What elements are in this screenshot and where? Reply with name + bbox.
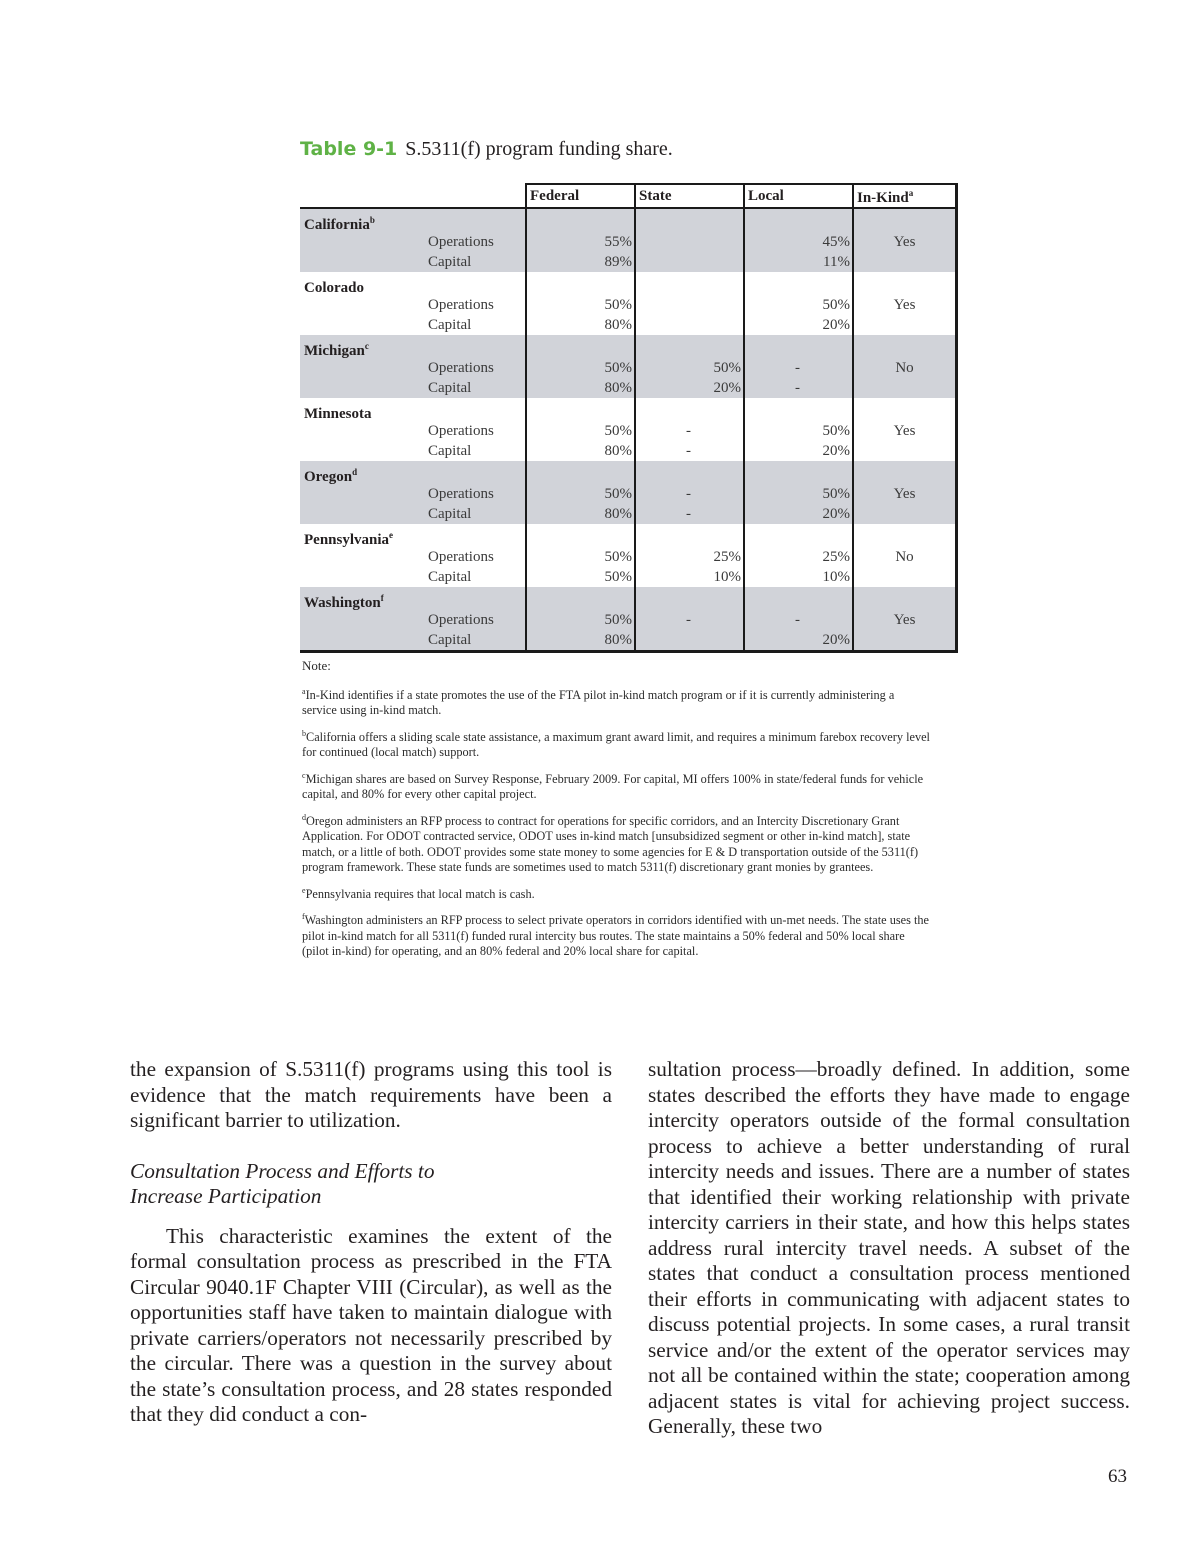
table-group-california [300, 209, 958, 272]
state-name: Pennsylvania$^e$ [304, 530, 394, 548]
header-local: Local [743, 183, 852, 207]
state-name: Washington$^f$ [304, 593, 384, 611]
table-notes [302, 658, 932, 967]
state-name: Minnesota [304, 406, 372, 422]
note-a: $^a$In-Kind identifies if a state promotes the use of the FTA pilot in-kind match program or if it is currently administering a service using in-kind match. [302, 686, 895, 717]
table-group-pennsylvania [300, 524, 958, 587]
table-row: Operations 50% - - Yes [300, 610, 958, 630]
table-row: Capital 80% 20% [300, 630, 958, 650]
table-group-michigan [300, 335, 958, 398]
table-header-row [300, 183, 958, 207]
notes-heading: Note: [302, 658, 331, 673]
table-row: Operations 50% 50% - No [300, 358, 958, 378]
state-name: Michigan$^c$ [304, 341, 369, 359]
header-inkind: In-Kind$^a$ [852, 183, 958, 207]
body-column-right [648, 1057, 1130, 1440]
table-row: Capital 80% - 20% [300, 504, 958, 524]
page-number: 63 [1108, 1466, 1127, 1487]
note-f: $^f$Washington administers an RFP process to select private operators in corridors identified with un-met needs. The state uses the pilot in-kind match for all 5311(f) funded rural intercity bus routes. The state maintains a 50% federal and 50% local share (pilot in-kind) for operating, and an 80% federal and 20% local share for capital. [302, 912, 929, 958]
body-paragraph: This characteristic examines the extent of the formal consultation process as prescribed in the FTA Circular 9040.1F Chapter VIII (Circular), as well as the opportunities staff have taken to maintain dialogue with private carriers/operators not necessarily prescribed by the circular. There was a question in the survey about the state’s consultation process, and 28 states responded that they did conduct a con- [130, 1223, 612, 1426]
section-heading: Consultation Process and Efforts to Increase Participation [130, 1158, 435, 1208]
table-group-washington [300, 587, 958, 650]
state-name: Oregon$^d$ [304, 467, 358, 485]
table-row: Operations 50% - 50% Yes [300, 484, 958, 504]
note-b: $^b$California offers a sliding scale state assistance, a maximum grant award limit, and requires a minimum farebox recovery level for continued (local match) support. [302, 728, 930, 759]
table-group-colorado [300, 272, 958, 335]
table-row: Capital 80% 20% [300, 315, 958, 335]
table-body [300, 207, 958, 653]
funding-share-table [300, 183, 958, 653]
table-group-oregon [300, 461, 958, 524]
table-row: Operations 50% - 50% Yes [300, 421, 958, 441]
body-paragraph: the expansion of S.5311(f) programs using this tool is evidence that the match requirements have been a significant barrier to utilization. [130, 1057, 612, 1132]
table-number: Table 9-1 [300, 138, 398, 160]
table-title: S.5311(f) program funding share. [405, 138, 673, 160]
note-e: $^e$Pennsylvania requires that local match is cash. [302, 885, 535, 901]
state-name: Colorado [304, 280, 364, 296]
header-state: State [634, 183, 743, 207]
table-row: Operations 50% 50% Yes [300, 295, 958, 315]
table-row: Capital 80% 20% - [300, 378, 958, 398]
note-d: $^d$Oregon administers an RFP process to contract for operations for specific corridors, and an Intercity Discretionary Grant Application. For ODOT contracted service, ODOT uses in-kind match [unsubsidized segment or other in-kind match], state match, or a little of both. ODOT provides some state money to some agencies for E & D transportation outside of the 5311(f) program framework. These state funds are sometimes used to match 5311(f) discretionary grant monies by grantees. [302, 812, 919, 874]
table-group-minnesota [300, 398, 958, 461]
table-row: Capital 89% 11% [300, 252, 958, 272]
table-row: Operations 50% 25% 25% No [300, 547, 958, 567]
header-federal: Federal [525, 183, 634, 207]
table-row: Capital 50% 10% 10% [300, 567, 958, 587]
table-row: Capital 80% - 20% [300, 441, 958, 461]
table-row: Operations 55% 45% Yes [300, 232, 958, 252]
state-name: California$^b$ [304, 215, 375, 233]
body-paragraph: sultation process—broadly defined. In addition, some states described the efforts they have made to engage intercity operators outside of the formal consultation process to achieve a better understanding of rural intercity needs and issues. There are a number of states that identified their working relationship with private intercity carriers in their state, and how this helps states address rural intercity travel needs. A subset of the states that conduct a consultation process mentioned their efforts in communicating with adjacent states to discuss potential projects. In some cases, a rural transit service and/or the extent of the operator services may not all be contained within the state; cooperation among adjacent states is vital for achieving project success. Generally, these two [648, 1057, 1130, 1438]
note-c: $^c$Michigan shares are based on Survey Response, February 2009. For capital, MI offers 100% in state/federal funds for vehicle capital, and 80% for every other capital project. [302, 770, 924, 801]
table-caption [300, 138, 673, 161]
body-column-left [130, 1057, 612, 1428]
